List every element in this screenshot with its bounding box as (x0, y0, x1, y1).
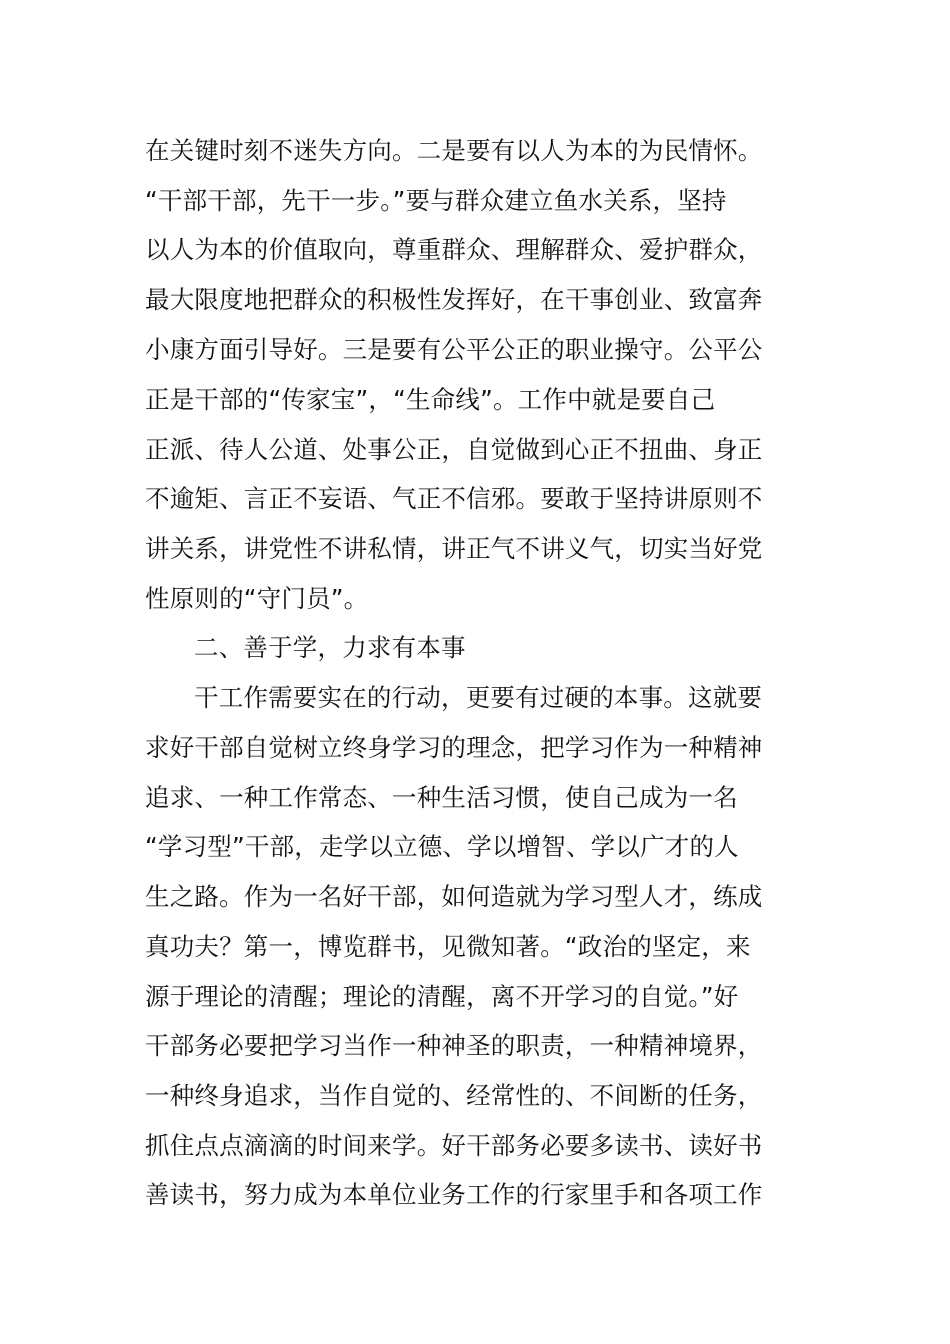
body-text-line: 性原则的“守门员”。 (145, 584, 369, 613)
section-heading: 二、善于学，力求有本事 (194, 633, 466, 662)
body-text-line: 一种终身追求，当作自觉的、经常性的、不间断的任务， (145, 1081, 763, 1110)
paragraph-first-line: 干工作需要实在的行动，更要有过硬的本事。这就要 (194, 683, 763, 712)
body-text-line: 真功夫？第一，博览群书，见微知著。“政治的坚定，来 (145, 932, 751, 961)
body-text-line: 生之路。作为一名好干部，如何造就为学习型人才，练成 (145, 882, 763, 911)
body-text-line: 以人为本的价值取向，尊重群众、理解群众、爱护群众， (145, 235, 763, 264)
body-text-line: 源于理论的清醒；理论的清醒，离不开学习的自觉。”好 (145, 982, 739, 1011)
body-text-line: 最大限度地把群众的积极性发挥好，在干事创业、致富奔 (145, 285, 763, 314)
body-text-line: 讲关系，讲党性不讲私情，讲正气不讲义气，切实当好党 (145, 534, 763, 563)
body-text-line: 求好干部自觉树立终身学习的理念，把学习作为一种精神 (145, 733, 763, 762)
body-text-line: 追求、一种工作常态、一种生活习惯，使自己成为一名 (145, 783, 738, 812)
body-text-line: 干部务必要把学习当作一种神圣的职责，一种精神境界， (145, 1031, 763, 1060)
body-text-line: 在关键时刻不迷失方向。二是要有以人为本的为民情怀。 (145, 136, 763, 165)
body-text-line: 正是干部的“传家宝”，“生命线”。工作中就是要自己 (145, 385, 716, 414)
body-text-line: 善读书，努力成为本单位业务工作的行家里手和各项工作 (145, 1180, 763, 1209)
body-text-line: 正派、待人公道、处事公正，自觉做到心正不扭曲、身正 (145, 435, 763, 464)
body-text-line: “学习型”干部，走学以立德、学以增智、学以广才的人 (145, 832, 739, 861)
body-text-line: 不逾矩、言正不妄语、气正不信邪。要敢于坚持讲原则不 (145, 484, 763, 513)
body-text-line: 小康方面引导好。三是要有公平公正的职业操守。公平公 (145, 335, 763, 364)
body-text-line: 抓住点点滴滴的时间来学。好干部务必要多读书、读好书 (145, 1131, 763, 1160)
body-text-line: “干部干部，先干一步。”要与群众建立鱼水关系，坚持 (145, 186, 727, 215)
